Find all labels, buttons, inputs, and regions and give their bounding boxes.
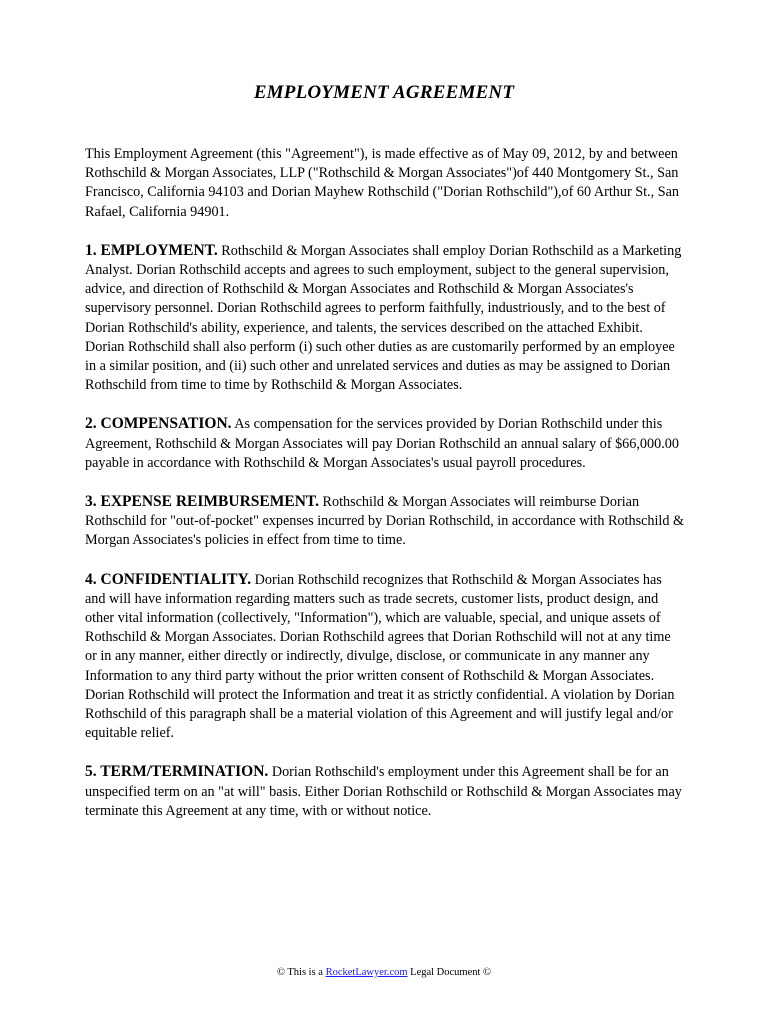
section-text: As compensation for the services provided by Dorian Rothschild under this Agreement, Rothschild & Morgan Associates will pay Dorian Rothschild an annual salary of $66,000.00 payable in accordance with Rothschild & Morgan Associates's usual payroll procedures.: [85, 416, 679, 471]
document-title: EMPLOYMENT AGREEMENT: [253, 82, 515, 103]
section-term-termination: [85, 762, 685, 821]
section-text: Dorian Rothschild recognizes that Rothschild & Morgan Associates has and will have information regarding matters such as trade secrets, customer lists, product design, and other vital information (collectively, "Information"), which are valuable, special, and unique assets of Rothschild & Morgan Associates. Dorian Rothschild agrees that Dorian Rothschild will not at any time or in any manner, either directly or indirectly, divulge, disclose, or communicate in any manner any Information to any third party without the prior written consent of Rothschild & Morgan Associates. Dorian Rothschild will protect the Information and treat it as strictly confidential. A violation by Dorian Rothschild of this paragraph shall be a material violation of this Agreement and will justify legal and/or equitable relief.: [85, 571, 675, 742]
rocketlawyer-link[interactable]: RocketLawyer.com: [325, 967, 408, 978]
section-expense-reimbursement: [85, 492, 685, 551]
section-text: Dorian Rothschild's employment under this Agreement shall be for an unspecified term on an "at will" basis. Either Dorian Rothschild or Rothschild & Morgan Associates may terminate this Agreement at any time, with or without notice.: [85, 764, 682, 819]
footer-suffix: Legal Document ©: [407, 967, 492, 978]
section-heading: 2. COMPENSATION.: [85, 415, 232, 433]
section-heading: 4. CONFIDENTIALITY.: [85, 570, 252, 588]
section-text: Rothschild & Morgan Associates shall employ Dorian Rothschild as a Marketing Analyst. Dorian Rothschild accepts and agrees to such employment, subject to the general supervision, advice, and direction of Rothschild & Morgan Associates and Rothschild & Morgan Associates's supervisory personnel. Dorian Rothschild agrees to perform faithfully, industriously, and to the best of Dorian Rothschild's ability, experience, and talents, the services described on the attached Exhibit. Dorian Rothschild shall also perform (i) such other duties as are customarily performed by an employee in a similar position, and (ii) such other and unrelated services and duties as may be assigned to Dorian Rothschild from time to time by Rothschild & Morgan Associates.: [85, 242, 682, 394]
section-heading: 5. TERM/TERMINATION.: [85, 763, 269, 781]
section-heading: 3. EXPENSE REIMBURSEMENT.: [85, 493, 319, 511]
intro-paragraph: This Employment Agreement (this "Agreement"), is made effective as of May 09, 2012, by and between Rothschild & Morgan Associates, LLP ("Rothschild & Morgan Associates")of 440 Montgomery St., San Francisco, California 94103 and Dorian Mayhew Rothschild ("Dorian Rothschild"),of 60 Arthur St., San Rafael, California 94901.: [85, 146, 679, 220]
page-footer: [0, 967, 768, 978]
footer-prefix: © This is a: [276, 967, 326, 978]
section-confidentiality: [85, 570, 685, 744]
section-compensation: [85, 414, 685, 473]
document-body: [85, 145, 685, 840]
section-heading: 1. EMPLOYMENT.: [85, 241, 218, 259]
section-text: Rothschild & Morgan Associates will reimburse Dorian Rothschild for "out-of-pocket" expenses incurred by Dorian Rothschild, in accordance with Rothschild & Morgan Associates's policies in effect from time to time.: [85, 494, 685, 549]
section-employment: [85, 241, 685, 396]
